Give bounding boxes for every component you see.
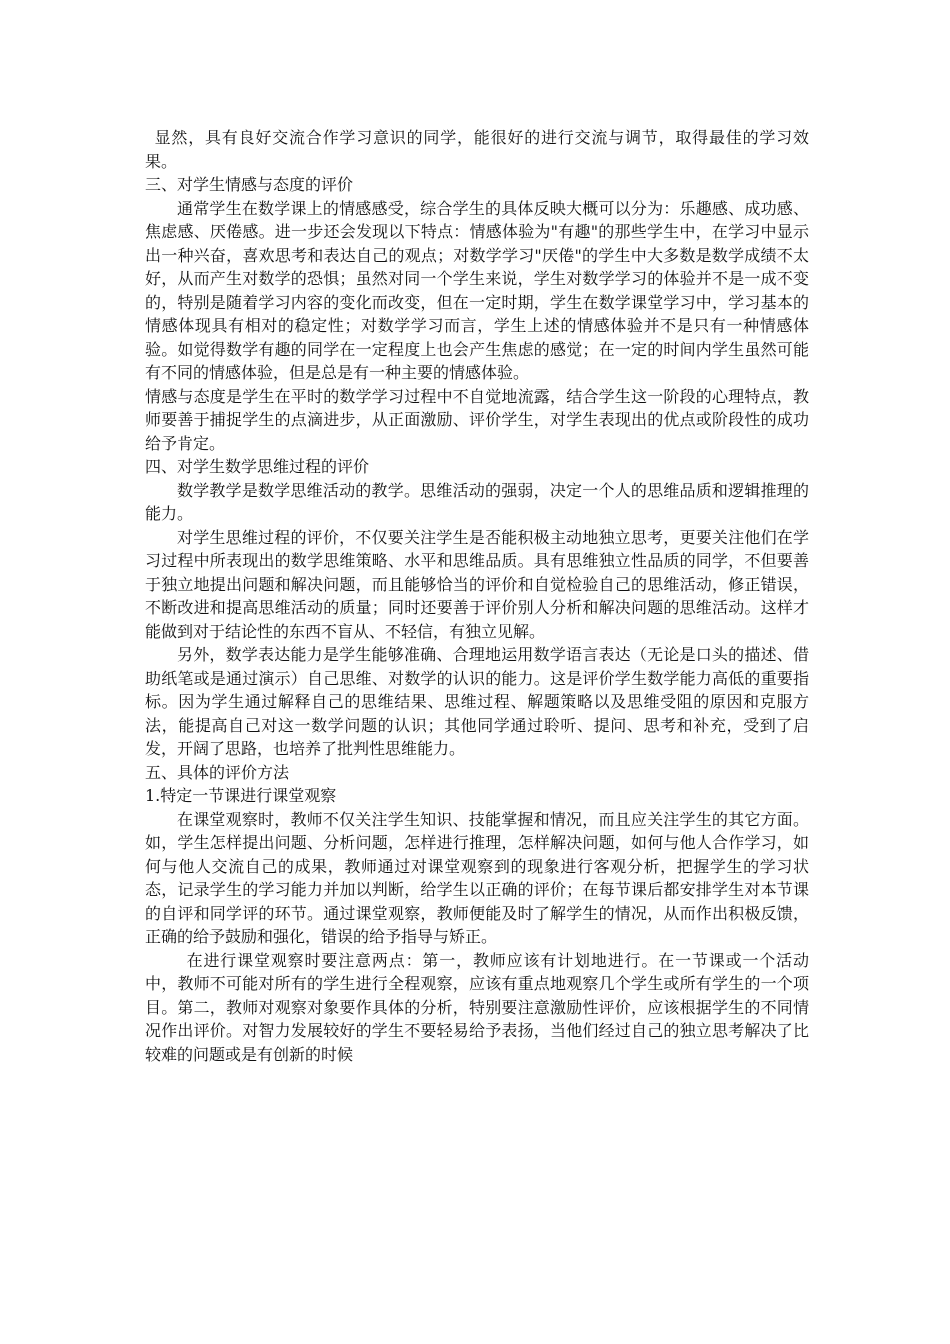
paragraph-observation-1: 在课堂观察时，教师不仅关注学生知识、技能掌握和情况，而且应关注学生的其它方面。如，学生怎样提出问题、分析问题，怎样进行推理，怎样解决问题，如何与他人合作学习，如何与他人交流自己的成果，教师通过对课堂观察到的现象进行客观分析，把握学生的学习状态，记录学生的学习能力并加以判断，给学生以正确的评价；在每节课后都安排学生对本节课的自评和同学评的环节。通过课堂观察，教师便能及时了解学生的情况，从而作出积极反馈，正确的给予鼓励和强化，错误的给予指导与矫正。 (145, 809, 809, 946)
paragraph-thinking-2: 对学生思维过程的评价，不仅要关注学生是否能积极主动地独立思考，更要关注他们在学习过程中所表现出的数学思维策略、水平和思维品质。具有思维独立性品质的同学，不但要善于独立地提出问题和解决问题，而且能够恰当的评价和自觉检验自己的思维活动，修正错误，不断改进和提高思维活动的质量；同时还要善于评价别人分析和解决问题的思维活动。这样才能做到对于结论性的东西不盲从、不轻信，有独立见解。 (145, 527, 809, 641)
paragraph-emotion-2: 情感与态度是学生在平时的数学学习过程中不自觉地流露，结合学生这一阶段的心理特点，教师要善于捕捉学生的点滴进步，从正面激励、评价学生，对学生表现出的优点或阶段性的成功给予肯定。 (145, 386, 809, 453)
section-heading-4: 四、对学生数学思维过程的评价 (145, 457, 370, 476)
document-body (145, 126, 809, 1066)
subsection-heading-1: 1.特定一节课进行课堂观察 (145, 786, 337, 805)
section-heading-3: 三、对学生情感与态度的评价 (145, 175, 354, 194)
paragraph-emotion-1: 通常学生在数学课上的情感感受，综合学生的具体反映大概可以分为：乐趣感、成功感、焦虑感、厌倦感。进一步还会发现以下特点：情感体验为"有趣"的那些学生中，在学习中显示出一种兴奋，喜欢思考和表达自己的观点；对数学学习"厌倦"的学生中大多数是数学成绩不太好，从而产生对数学的恐惧；虽然对同一个学生来说，学生对数学学习的体验并不是一成不变的，特别是随着学习内容的变化而改变，但在一定时期，学生在数学课堂学习中，学习基本的情感体现具有相对的稳定性；对数学学习而言，学生上述的情感体验并不是只有一种情感体验。如觉得数学有趣的同学在一定程度上也会产生焦虑的感觉；在一定的时间内学生虽然可能有不同的情感体验，但是总是有一种主要的情感体验。 (145, 198, 809, 382)
paragraph-observation-2: 在进行课堂观察时要注意两点：第一，教师应该有计划地进行。在一节课或一个活动中，教师不可能对所有的学生进行全程观察，应该有重点地观察几个学生或所有学生的一个项目。第二，教师对观察对象要作具体的分析，特别要注意激励性评价，应该根据学生的不同情况作出评价。对智力发展较好的学生不要轻易给予表扬，当他们经过自己的独立思考解决了比较难的问题或是有创新的时候 (145, 950, 809, 1064)
paragraph-thinking-1: 数学教学是数学思维活动的教学。思维活动的强弱，决定一个人的思维品质和逻辑推理的能力。 (145, 480, 809, 523)
paragraph-conclusion: 显然，具有良好交流合作学习意识的同学，能很好的进行交流与调节，取得最佳的学习效果。 (145, 128, 809, 171)
section-heading-5: 五、具体的评价方法 (145, 762, 290, 782)
paragraph-thinking-3: 另外，数学表达能力是学生能够准确、合理地运用数学语言表达（无论是口头的描述、借助纸笔或是通过演示）自己思维、对数学的认识的能力。这是评价学生数学能力高低的重要指标。因为学生通过解释自己的思维结果、思维过程、解题策略以及思维受阻的原因和克服方法，能提高自己对这一数学问题的认识；其他同学通过聆听、提问、思考和补充，受到了启发，开阔了思路，也培养了批判性思维能力。 (145, 645, 809, 758)
